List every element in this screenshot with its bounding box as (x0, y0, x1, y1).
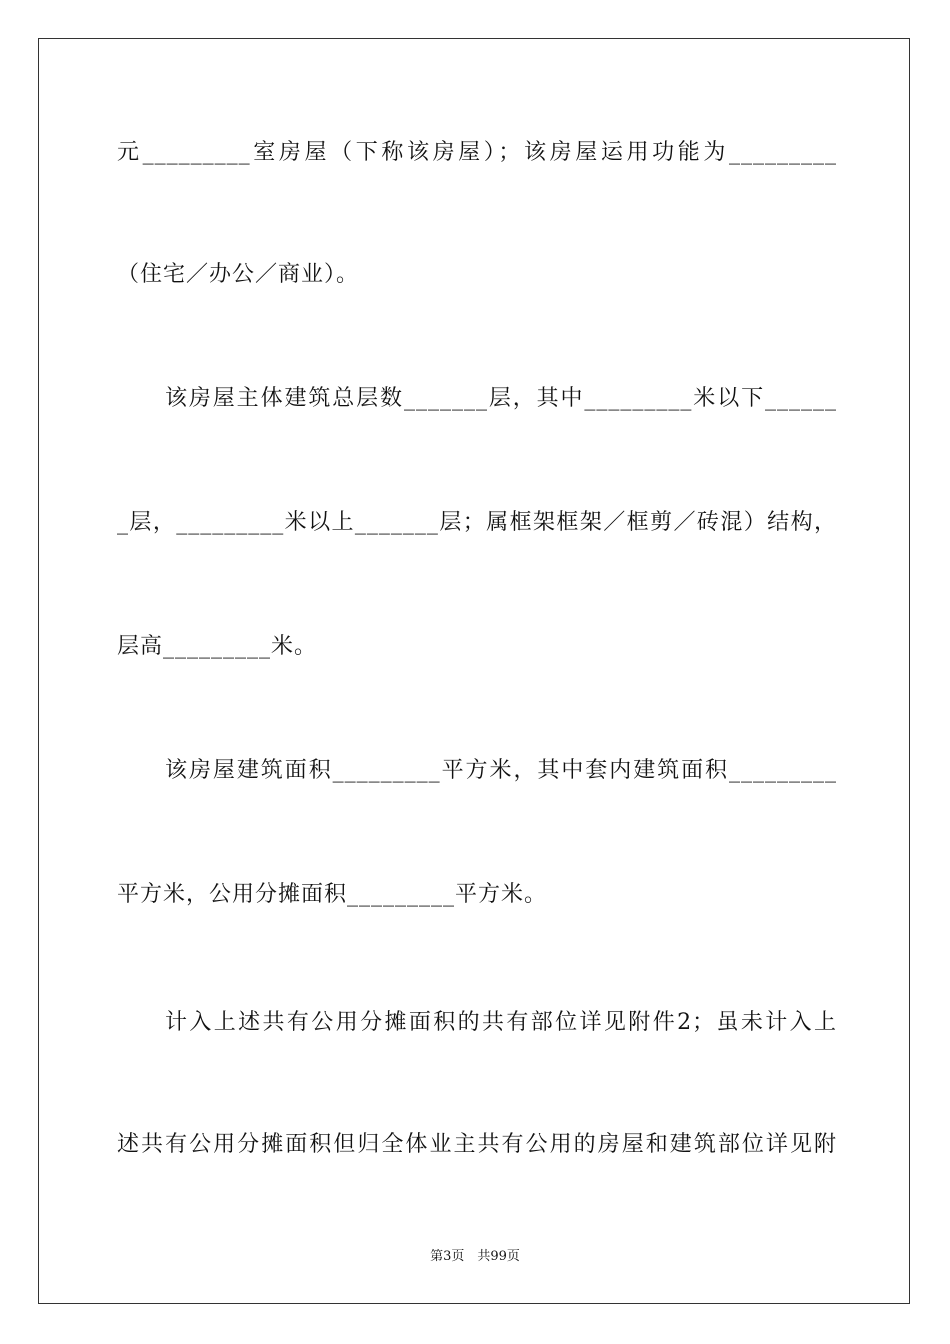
text-line-3: 该房屋主体建筑总层数_______层，其中_________米以下______ (165, 386, 837, 411)
text-line-5: 层高_________米。 (117, 634, 318, 659)
text-line-2: （住宅／办公／商业）。 (117, 262, 360, 287)
text-line-4: _层，_________米以上_______层；属框架框架／框剪／砖混）结构， (117, 510, 837, 535)
text-line-9: 述共有公用分摊面积但归全体业主共有公用的房屋和建筑部位详见附 (117, 1132, 837, 1157)
page-number-footer: 第3页 共99页 (430, 1249, 520, 1264)
text-line-6: 该房屋建筑面积_________平方米，其中套内建筑面积_________ (165, 758, 837, 783)
page-border (38, 38, 910, 1304)
text-line-7: 平方米，公用分摊面积_________平方米。 (117, 882, 548, 907)
text-line-1: 元_________室房屋（下称该房屋）；该房屋运用功能为_________ (117, 140, 837, 165)
text-line-8: 计入上述共有公用分摊面积的共有部位详见附件2；虽未计入上 (165, 1010, 837, 1035)
